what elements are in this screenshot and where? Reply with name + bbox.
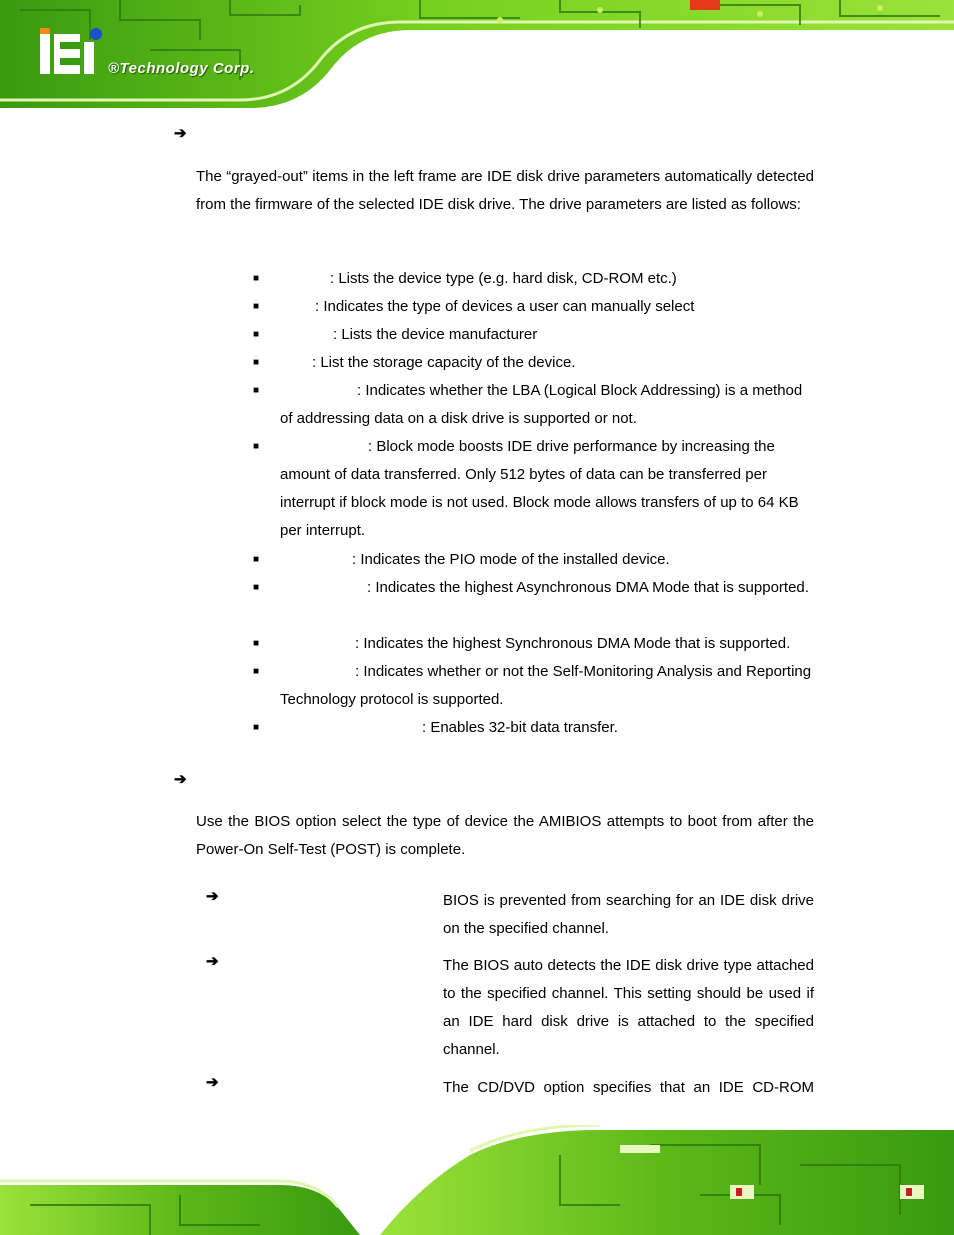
bullet-size: : List the storage capacity of the device. <box>312 354 576 371</box>
bullet-type: : Indicates the type of devices a user can manually select <box>315 298 695 315</box>
footer-banner <box>0 1125 954 1235</box>
bullet-icon: ■ <box>253 301 260 312</box>
bullet-device: : Lists the device type (e.g. hard disk, CD-ROM etc.) <box>330 270 677 287</box>
arrow-icon: ➔ <box>206 888 219 905</box>
bullet-icon: ■ <box>253 329 260 340</box>
header-banner <box>0 0 954 112</box>
iei-logo <box>38 28 108 80</box>
bullet-icon: ■ <box>253 582 260 593</box>
arrow-icon: ➔ <box>174 125 187 142</box>
bullet-pio-mode: : Indicates the PIO mode of the installed device. <box>352 551 670 568</box>
bullet-smart: : Indicates whether or not the Self-Monitoring Analysis and Reporting Technology protocol is supported. <box>280 663 812 708</box>
bullet-icon: ■ <box>253 638 260 649</box>
arrow-icon: ➔ <box>206 953 219 970</box>
section1-intro: The “grayed-out” items in the left frame are IDE disk drive parameters automatically detected from the firmware of the selected IDE disk drive. The drive parameters are listed as follows: <box>196 168 814 213</box>
arrow-icon: ➔ <box>206 1074 219 1091</box>
bullet-async-dma: : Indicates the highest Asynchronous DMA Mode that is supported. <box>367 579 809 596</box>
arrow-icon: ➔ <box>174 771 187 788</box>
bullet-icon: ■ <box>253 666 260 677</box>
section2-intro: Use the BIOS option select the type of device the AMIBIOS attempts to boot from after the Power-On Self-Test (POST) is complete. <box>196 813 814 858</box>
bullet-block-mode: : Block mode boosts IDE drive performance by increasing the amount of data transferred. Only 512 bytes of data can be transferred per interrupt if block mode is not used. Block mode allows transfers of up to 64 KB per interrupt. <box>280 438 799 539</box>
bullet-lba: : Indicates whether the LBA (Logical Block Addressing) is a method of addressing data on a disk drive is supported or not. <box>280 382 803 427</box>
bullet-ultra-dma: : Indicates the highest Synchronous DMA Mode that is supported. <box>355 635 791 652</box>
bullet-icon: ■ <box>253 273 260 284</box>
option-cddvd-desc: The CD/DVD option specifies that an IDE CD-ROM <box>443 1079 814 1096</box>
bullet-32bit: : Enables 32-bit data transfer. <box>422 719 618 736</box>
brand-name: ®Technology Corp. <box>108 60 255 77</box>
bullet-icon: ■ <box>253 357 260 368</box>
option-disabled-desc: BIOS is prevented from searching for an IDE disk drive on the specified channel. <box>443 892 814 937</box>
bullet-icon: ■ <box>253 385 260 396</box>
bullet-vendor: : Lists the device manufacturer <box>333 326 538 343</box>
bullet-icon: ■ <box>253 441 260 452</box>
bullet-icon: ■ <box>253 722 260 733</box>
option-auto-desc: The BIOS auto detects the IDE disk drive type attached to the specified channel. This setting should be used if an IDE hard disk drive is attached to the specified channel. <box>443 957 814 1058</box>
bullet-icon: ■ <box>253 554 260 565</box>
